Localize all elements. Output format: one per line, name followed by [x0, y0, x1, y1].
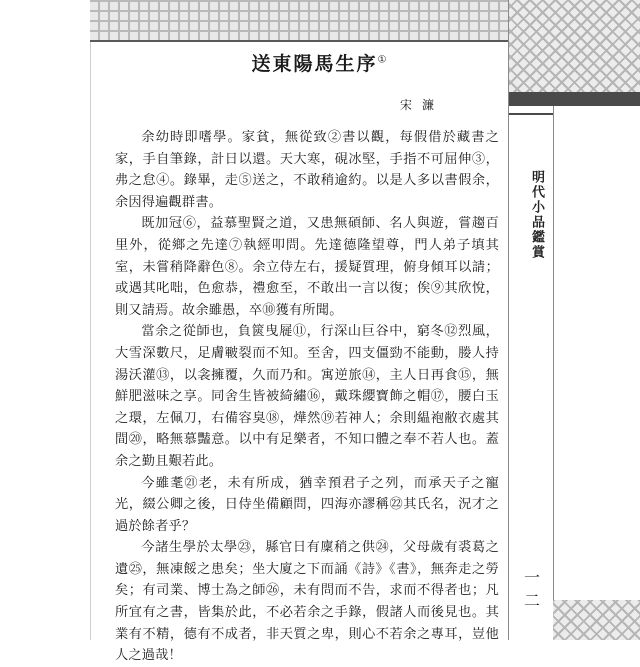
essay-title-text: 送東陽馬生序 [251, 53, 378, 75]
side-dark-band [509, 92, 640, 106]
essay-title [190, 49, 450, 76]
paragraph-4: 今雖耄㉑老，未有所成，猶幸預君子之列，而承天子之寵光，綴公卿之後，日侍坐備顧問，四海亦謬稱㉒其氏名，況才之過於餘者乎？ [115, 475, 499, 534]
author-name: 宋濂 [400, 98, 445, 112]
paragraph-1: 余幼時即嗜學。家貧，無從致②書以觀，每假借於藏書之家，手自筆錄，計日以還。天大寒，硯冰堅，手指不可屈伸③，弗之怠④。錄畢，走⑤送之，不敢稍逾約。以是人多以書假余，余因得遍觀群書。 [115, 130, 499, 210]
side-tab-rule [509, 113, 553, 115]
paragraph-3: 當余之從師也，負篋曳屣⑪，行深山巨谷中，窮冬⑫烈風，大雪深數尺，足膚皸裂而不知。至舍，四支僵勁不能動，媵人持湯沃灌⑬，以衾擁覆，久而乃和。寓逆旅⑭，主人日再食⑮，無鮮肥滋味之享。同舍生皆被綺繡⑯，戴珠纓寶飾之帽⑰，腰白玉之環，左佩刀，右備容臭⑱，燁然⑲若神人；余則緼袍敝衣處其間⑳，略無慕豔意。以中有足樂者，不知口體之奉不若人也。蓋余之勤且艱若此。 [115, 324, 499, 469]
paragraph-5: 今諸生學於太學㉓，縣官日有廩稍之供㉔，父母歲有裘葛之遺㉕，無凍餒之患矣；坐大廈之下而誦《詩》《書》，無奔走之勞矣；有司業、博士為之師㉖，未有問而不告，求而不得者也；凡所宜有之書，皆集於此，不必若余之手錄，假諸人而後見也。其業有不精，德有不成者，非天質之卑，則心不若余之專耳，豈他人之過哉！ [115, 540, 499, 664]
side-fretwork-top [509, 0, 640, 92]
page-number: 一二 [523, 568, 540, 610]
running-book-title: 明代小品鑑賞 [529, 170, 544, 260]
side-fretwork-bottom [553, 600, 640, 640]
title-footnote-marker: ① [377, 54, 389, 66]
top-fretwork-border [90, 0, 508, 41]
paragraph-2: 既加冠⑥，益慕聖賢之道，又患無碩師、名人與遊，嘗趨百里外，從鄉之先達⑦執經叩問。先達德隆望尊，門人弟子填其室，未嘗稍降辭色⑧。余立侍左右，援疑質理，俯身傾耳以請；或遇其叱咄，色愈恭，禮愈至，不敢出一言以復；俟⑨其欣悅，則又請焉。故余雖愚，卒⑩獲有所聞。 [115, 216, 499, 318]
essay-body [115, 127, 499, 667]
